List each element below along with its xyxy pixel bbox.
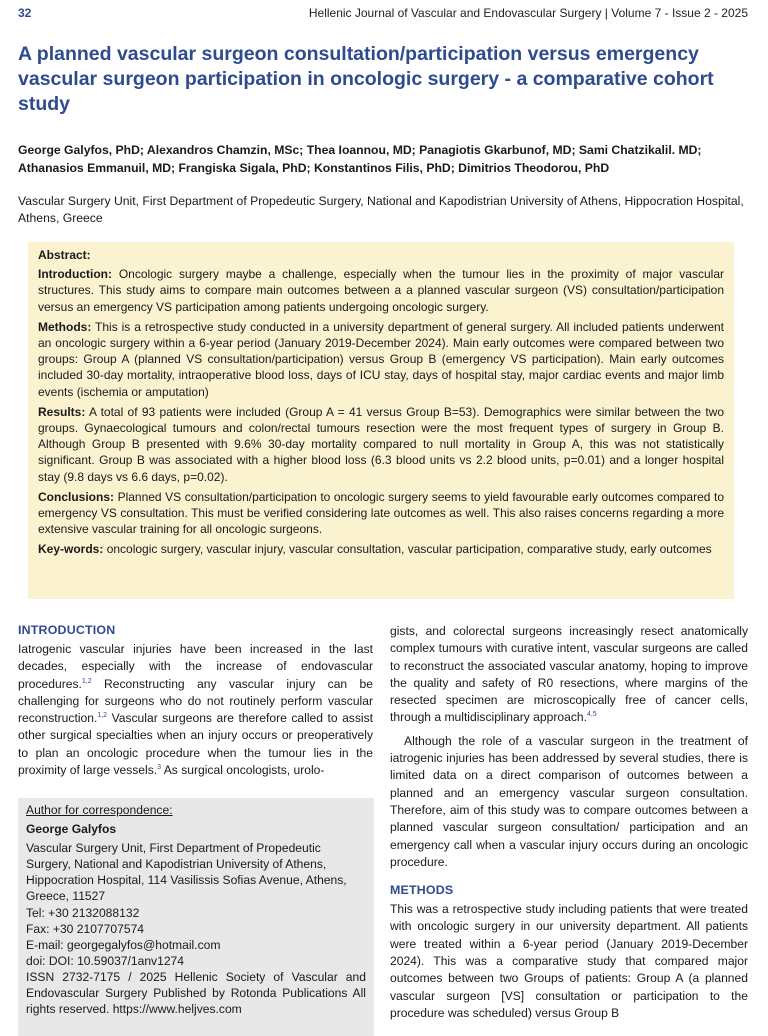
abstract-methods-text: This is a retrospective study conducted in a university department of general surgery. All included patients underwent an oncologic surgery within a 6-year period (January 2019-December 2024). Main early outcomes were compared between two groups: Group A (planned VS consultation/participation) versus Group B (emergency VS participation). Main early outcomes included 30-day mortality, intraoperative blood loss, days of ICU stay, days of hospital stay, major cardiac events and major limb events (ischemia or amputation) xyxy=(38,319,724,399)
correspondence-box xyxy=(18,798,374,1036)
abstract-keywords-text: oncologic surgery, vascular injury, vascular consultation, vascular participation, comparative study, early outcomes xyxy=(106,542,712,557)
affiliation: Vascular Surgery Unit, First Department of Propedeutic Surgery, National and Kapodistrian University of Athens, Hippocration Hospital, Athens, Greece xyxy=(18,194,744,225)
correspondence-issn: ISSN 2732-7175 / 2025 Hellenic Society of Vascular and Endovascular Surgery Published by Rotonda Publications All rights reserved. https://www.heljves.com xyxy=(26,969,366,1017)
methods-paragraph-1: This was a retrospective study including patients that were treated with oncologic surgery in our university department. All patients were treated within a 6-year period (January 2019-December 2024). This was a comparative study that compared major outcomes between two Groups of patients: Group A (a planned vascular surgeon [VS] consultation or participation to the procedure was scheduled) versus Group B xyxy=(390,902,748,1020)
citation-ref[interactable]: 1,2 xyxy=(97,712,108,720)
intro-text-b: Reconstructing any vascular injury can be challenging for surgeons who do not routinely perform vascular reconstruction. xyxy=(18,676,373,726)
abstract-methods-label: Methods: xyxy=(38,319,92,334)
abstract-introduction xyxy=(38,266,724,315)
abstract-introduction-label: Introduction: xyxy=(38,267,112,282)
abstract-keywords xyxy=(38,541,724,557)
article-title: A planned vascular surgeon consultation/participation versus emergency vascular surgeon participation in oncologic surgery - a comparative cohort study xyxy=(18,43,714,115)
intro-text-d-end: gists, and colorectal surgeons increasingly resect anatomically complex tumours with curative intent, vascular surgeons are called to reconstruct the associated vascular anatomy, hoping to improve the quality and safety of R0 resections, where margins of the resected specimen are microscopically free of cancer cells, through a multidisciplinary approach. xyxy=(390,624,748,725)
citation-ref[interactable]: 4,5 xyxy=(586,711,597,719)
introduction-paragraph-1a xyxy=(18,641,373,779)
methods-heading: METHODS xyxy=(390,883,454,898)
abstract-introduction-text: Oncologic surgery maybe a challenge, especially when the tumour lies in the proximity of major vascular structures. This study aims to compare main outcomes between a a planned vascular surgeon (VS) consultation/participation versus an emergency VS participation among patients undergoing oncologic surgery. xyxy=(38,267,724,314)
abstract-keywords-label: Key-words: xyxy=(38,542,104,557)
abstract-box xyxy=(28,242,734,599)
intro-text-d-start: As surgical oncologists, urolo- xyxy=(161,763,325,778)
abstract-conclusions-text: Planned VS consultation/participation to oncologic surgery seems to yield favourable early outcomes compared to emergency VS consultation. This must be verified considering late outcomes as well. This also raises concerns regarding a more extensive vascular training for all oncologic surgeons. xyxy=(38,489,724,537)
correspondence-label: Author for correspondence: xyxy=(26,803,173,817)
left-column xyxy=(18,623,373,779)
introduction-heading: INTRODUCTION xyxy=(18,623,116,637)
correspondence-address: Vascular Surgery Unit, First Department of Propedeutic Surgery, National and Kapodistrian University of Athens, Hippocration Hospital, 114 Vasilissis Sofias Avenue, Athens, Greece, 11527 xyxy=(26,841,347,904)
correspondence-name: George Galyfos xyxy=(26,822,117,837)
abstract-heading: Abstract: xyxy=(38,248,91,262)
correspondence-email[interactable]: E-mail: georgegalyfos@hotmail.com xyxy=(26,937,221,952)
abstract-results-text: A total of 93 patients were included (Group A = 41 versus Group B=53). Demographics were similar between the two groups. Gynaecological tumours and colon/rectal tumours resection were the most frequent types of surgery in Group B. Although Group B presented with 9.6% 30-day mortality compared to null mortality in Group A, this was not statistically significant. Group B was associated with a higher blood loss (6.3 blood units vs 2.2 blood units, p=0.01) and a longer hospital stay (9.8 days vs 6.6 days, p=0.02). xyxy=(38,404,725,484)
introduction-paragraph-1b xyxy=(390,623,748,727)
introduction-paragraph-2: Although the role of a vascular surgeon in the treatment of iatrogenic injuries has been addressed by several studies, there is limited data on a direct comparison of outcomes between a planned and an emergency vascular surgeon consultation. Therefore, aim of this study was to compare outcomes between a planned vascular surgeon consultation/ participation and an emergency call when a vascular injury occurs during an oncologic procedure. xyxy=(390,733,748,869)
abstract-conclusions xyxy=(38,489,724,538)
citation-ref[interactable]: 3 xyxy=(157,764,162,772)
intro-text-c: Vascular surgeons are therefore called to assist other surgical specialties when an injury occurs or preoperatively to plan an oncologic procedure when the tumour lies in the proximity of large vessels. xyxy=(18,711,373,778)
correspondence-doi[interactable]: doi: DOI: 10.59037/1anv1274 xyxy=(26,953,185,968)
intro-text-a: Iatrogenic vascular injuries have been increased in the last decades, especially with the increase of endovascular procedures. xyxy=(18,642,373,691)
correspondence-tel: Tel: +30 2132088132 xyxy=(26,905,140,920)
abstract-methods xyxy=(38,319,724,400)
abstract-results-label: Results: xyxy=(38,404,86,419)
author-list: George Galyfos, PhD; Alexandros Chamzin, MSc; Thea Ioannou, MD; Panagiotis Gkarbunof, MD; Sami Chatzikalil. MD; Athanasios Emmanuil, MD; Frangiska Sigala, PhD; Konstantinos Filis, PhD; Dimitrios Theodorou, PhD xyxy=(18,143,702,175)
citation-ref[interactable]: 1,2 xyxy=(81,677,92,685)
right-column xyxy=(390,623,748,1022)
page-number: 32 xyxy=(18,6,32,20)
abstract-results xyxy=(38,404,724,485)
correspondence-fax: Fax: +30 2107707574 xyxy=(26,921,145,936)
abstract-conclusions-label: Conclusions: xyxy=(38,489,115,504)
running-header: Hellenic Journal of Vascular and Endovascular Surgery | Volume 7 - Issue 2 - 2025 xyxy=(308,6,748,20)
